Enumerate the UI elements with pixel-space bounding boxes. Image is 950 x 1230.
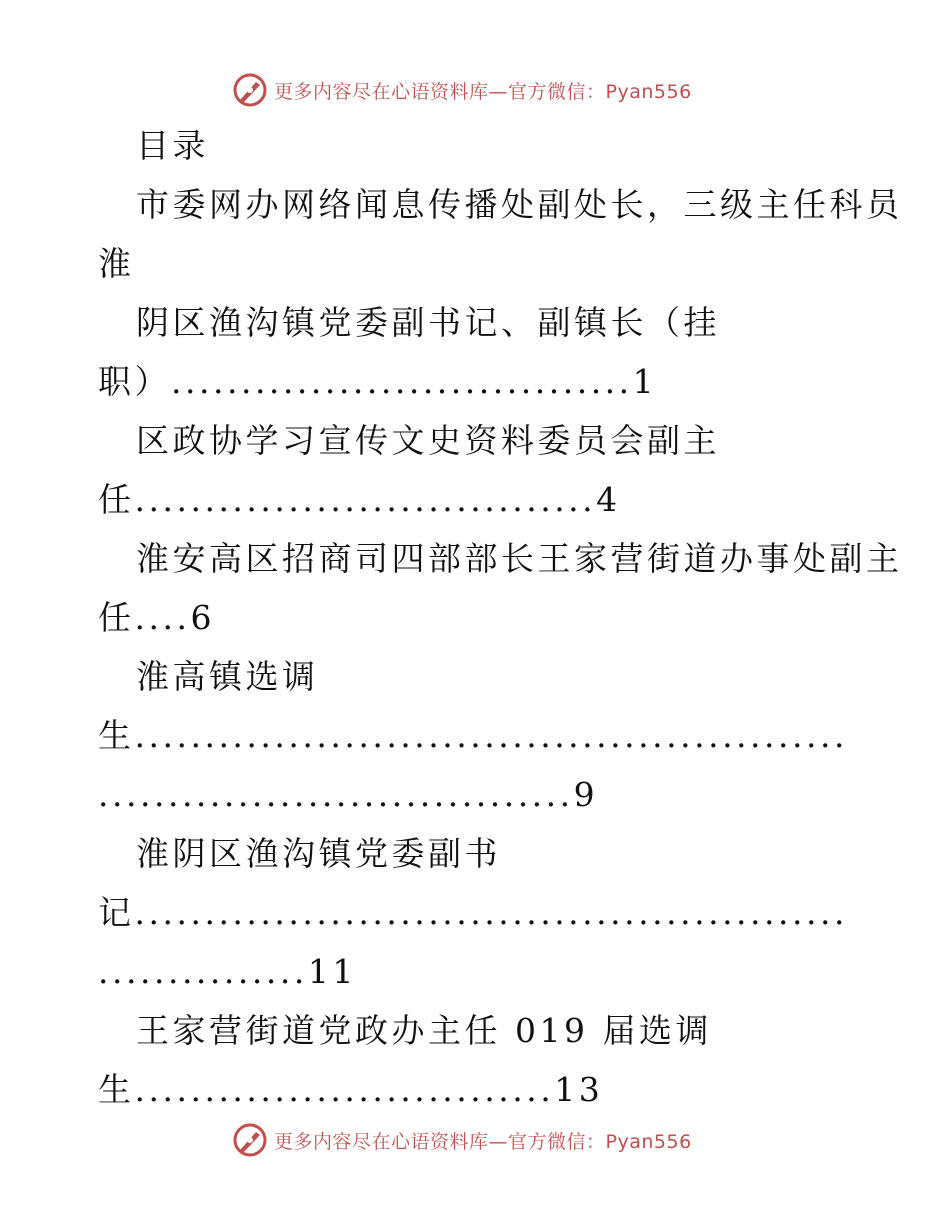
toc-line: ...............11 [98,952,357,991]
toc-line: ..................................9 [98,775,599,814]
toc-line: 区政协学习宣传文史资料委员会副主 [136,421,720,460]
toc-line: 淮 [98,244,135,283]
toc-line: 任.................................4 [98,480,621,519]
pen-logo-icon [232,1122,268,1158]
toc-line: 淮安高区招商司四部部长王家营街道办事处副主 [136,539,903,578]
toc-line: 市委网办网络闻息传播处副处长，三级主任科员 [136,185,903,224]
toc-line: 任....6 [98,598,215,637]
toc-line: 生................................................... [98,716,848,755]
toc-line: 淮高镇选调 [136,657,319,696]
watermark-text: 更多内容尽在心语资料库—官方微信：Pyan556 [274,80,692,103]
toc-line: 王家营街道党政办主任 019 届选调 [136,1011,712,1050]
toc-line: 生..............................13 [98,1070,604,1109]
toc-line: 阴区渔沟镇党委副书记、副镇长（挂 [136,303,720,342]
watermark-text: 更多内容尽在心语资料库—官方微信：Pyan556 [274,1130,692,1153]
toc-line: 职）.................................1 [98,362,658,401]
toc-line: 淮阴区渔沟镇党委副书 [136,834,501,873]
toc-heading: 目录 [136,126,209,165]
watermark-banner-bottom [232,1120,712,1160]
watermark-banner-top [232,70,712,110]
pen-logo-icon [232,72,268,108]
toc-line: 记................................................... [98,893,848,932]
